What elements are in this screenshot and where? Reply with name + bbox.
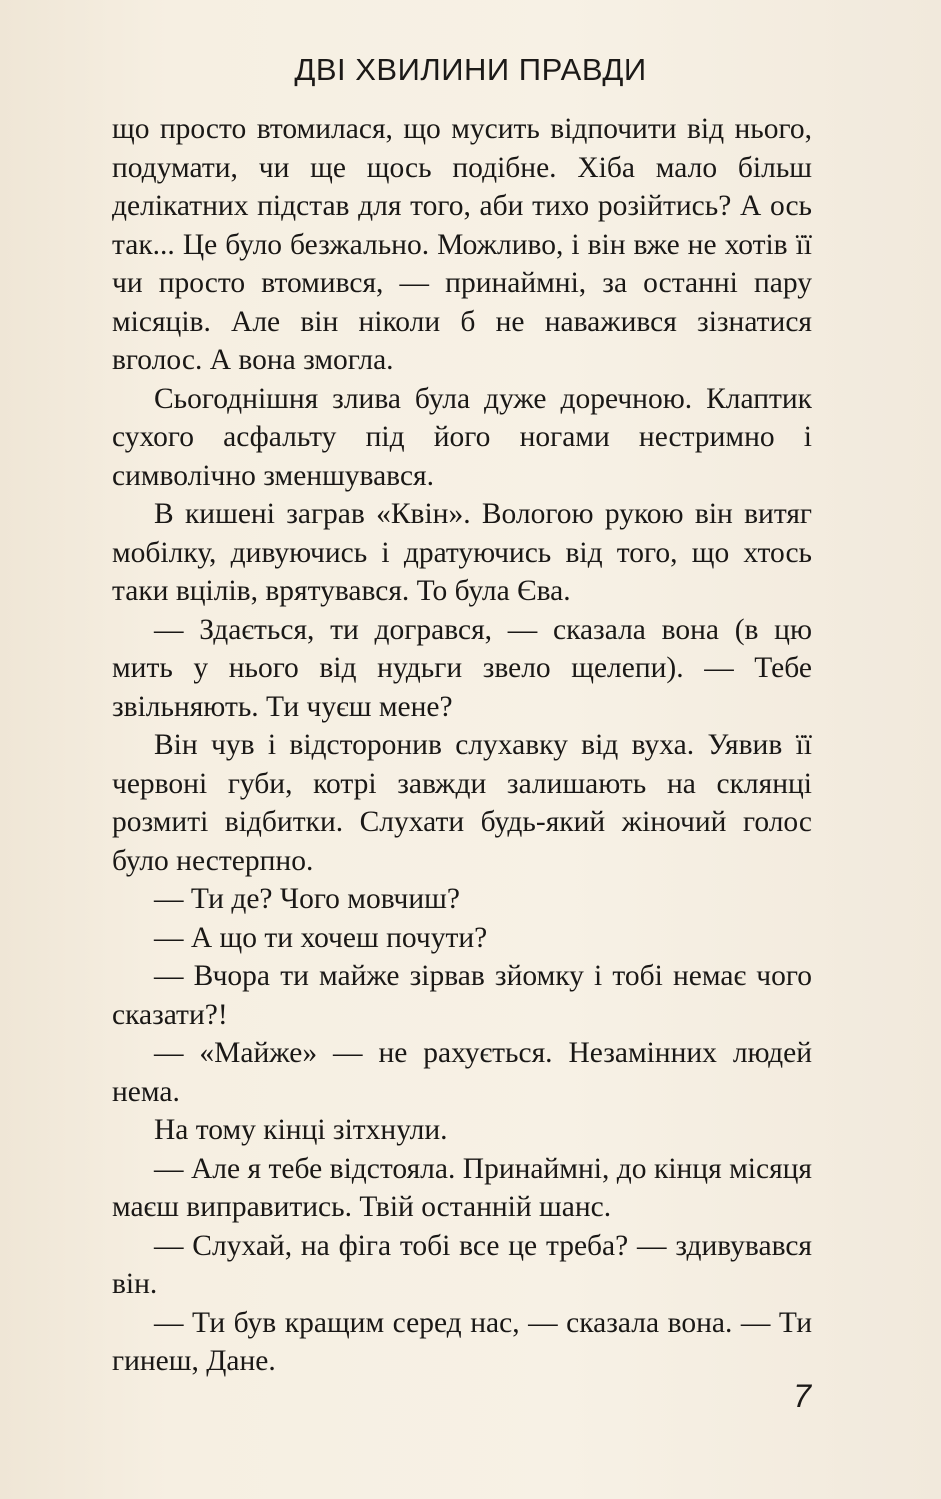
paragraph: — А що ти хочеш почути?	[154, 921, 488, 954]
paragraph: що просто втомилася, що мусить відпочити від нього, подумати, чи ще щось подібне. Хіба мало більш делікатних підстав для того, аби тихо розійтись? А ось так... Це було безжально. Можливо, і він вже не хотів її чи просто втомився, — принаймні, за останні пару місяців. Але він ніколи б не наважився зізнатися вголос. А вона змогла.	[112, 113, 812, 376]
paragraph: — Ти був кращим серед нас, — сказала вона. — Ти гинеш, Дане.	[112, 1306, 812, 1377]
paragraph: — Ти де? Чого мовчиш?	[154, 883, 460, 915]
body-text	[112, 110, 812, 1381]
paragraph: Сьогоднішня злива була дуже доречною. Клаптик сухого асфальту під його ногами нестримно і символічно зменшувався.	[112, 382, 812, 492]
paragraph: — Здається, ти догрався, — сказала вона (в цю мить у нього від нудьги звело щелепи). — Тебе звільняють. Ти чуєш мене?	[112, 613, 812, 723]
paragraph: — Вчора ти майже зірвав зйомку і тобі немає чого сказати?!	[112, 960, 812, 1031]
paragraph: — Слухай, на фіга тобі все це треба? — здивувався він.	[112, 1229, 812, 1300]
paragraph: — Але я тебе відстояла. Принаймні, до кінця місяця маєш виправитись. Твій останній шанс.	[112, 1152, 812, 1223]
page-number: 7	[793, 1378, 811, 1414]
running-header: ДВІ ХВИЛИНИ ПРАВДИ	[294, 52, 647, 87]
paragraph: — «Майже» — не рахується. Незамінних людей нема.	[112, 1037, 812, 1108]
paragraph: На тому кінці зітхнули.	[154, 1114, 448, 1146]
paragraph: Він чув і відсторонив слухавку від вуха. Уявив її червоні губи, котрі завжди залишають на склянці розмиті відбитки. Слухати будь-який жіночий голос було нестерпно.	[112, 729, 812, 877]
paragraph: В кишені заграв «Квін». Вологою рукою він витяг мобілку, дивуючись і дратуючись від того, що хтось таки вцілів, врятувався. То була Єва.	[112, 498, 812, 607]
